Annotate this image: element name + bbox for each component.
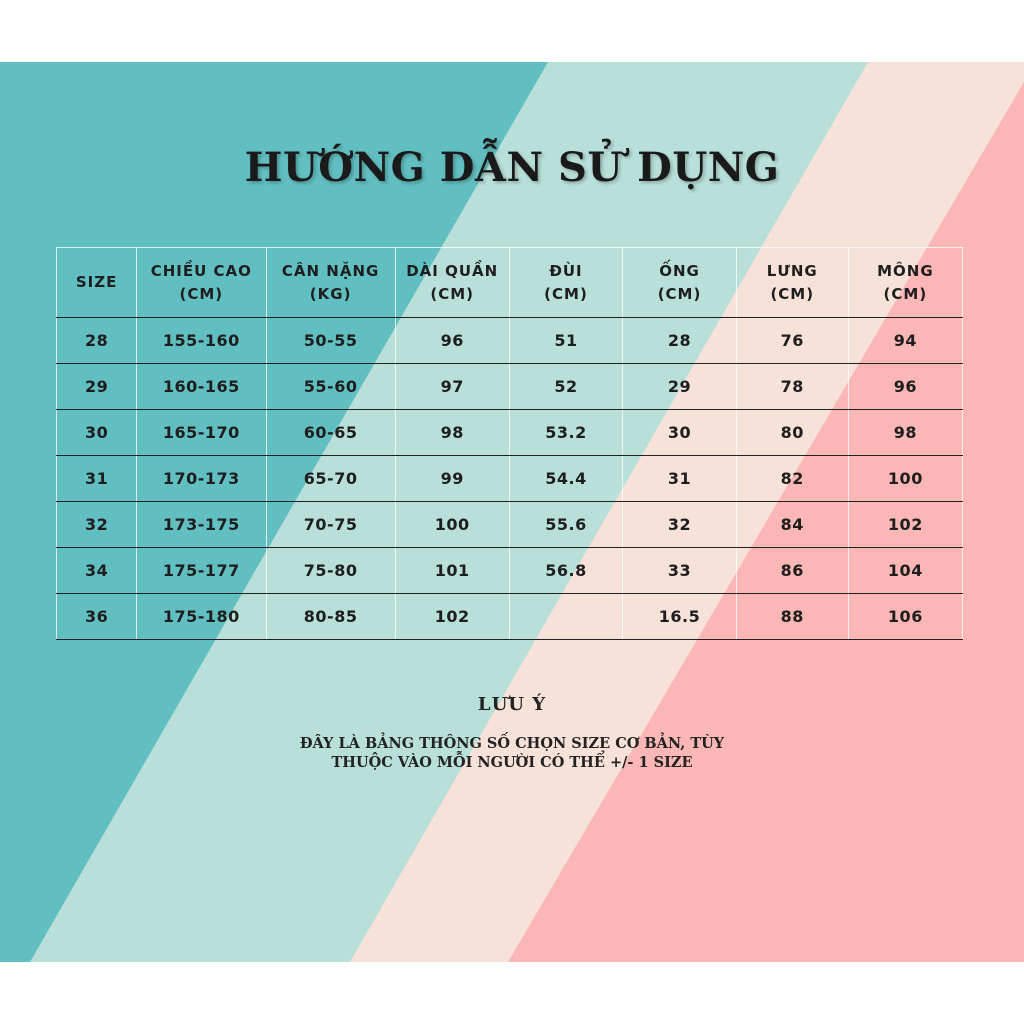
table-row	[57, 456, 963, 502]
cell-hip: 96	[848, 364, 962, 410]
cell-weight: 50-55	[266, 318, 395, 364]
cell-waist: 76	[736, 318, 848, 364]
cell-leg-opening: 30	[623, 410, 737, 456]
cell-height: 175-180	[137, 594, 266, 640]
header-waist: LƯNG (CM)	[736, 248, 848, 318]
cell-size: 28	[57, 318, 137, 364]
cell-leg-opening: 28	[623, 318, 737, 364]
cell-thigh	[509, 594, 623, 640]
size-guide-banner	[0, 62, 1024, 962]
size-table	[56, 247, 963, 640]
cell-size: 31	[57, 456, 137, 502]
cell-pants-length: 98	[395, 410, 509, 456]
cell-pants-length: 102	[395, 594, 509, 640]
header-height: CHIỀU CAO (CM)	[137, 248, 266, 318]
cell-size: 34	[57, 548, 137, 594]
cell-waist: 78	[736, 364, 848, 410]
cell-height: 170-173	[137, 456, 266, 502]
cell-pants-length: 97	[395, 364, 509, 410]
cell-pants-length: 101	[395, 548, 509, 594]
header-pants-length: DÀI QUẦN (CM)	[395, 248, 509, 318]
cell-pants-length: 99	[395, 456, 509, 502]
page-title: HƯỚNG DẪN SỬ DỤNG	[244, 144, 780, 191]
table-row	[57, 548, 963, 594]
header-leg-opening: ỐNG (CM)	[623, 248, 737, 318]
note-title: LƯU Ý	[477, 694, 547, 715]
table-row	[57, 410, 963, 456]
cell-waist: 80	[736, 410, 848, 456]
cell-weight: 75-80	[266, 548, 395, 594]
cell-size: 36	[57, 594, 137, 640]
cell-pants-length: 100	[395, 502, 509, 548]
table-header-row	[57, 248, 963, 318]
cell-weight: 65-70	[266, 456, 395, 502]
cell-hip: 102	[848, 502, 962, 548]
cell-thigh: 52	[509, 364, 623, 410]
cell-size: 29	[57, 364, 137, 410]
cell-height: 155-160	[137, 318, 266, 364]
cell-weight: 55-60	[266, 364, 395, 410]
table-row	[57, 594, 963, 640]
cell-hip: 98	[848, 410, 962, 456]
cell-size: 32	[57, 502, 137, 548]
cell-waist: 82	[736, 456, 848, 502]
table-row	[57, 318, 963, 364]
cell-waist: 84	[736, 502, 848, 548]
cell-thigh: 55.6	[509, 502, 623, 548]
header-weight: CÂN NẶNG (KG)	[266, 248, 395, 318]
cell-leg-opening: 32	[623, 502, 737, 548]
table-row	[57, 364, 963, 410]
cell-thigh: 56.8	[509, 548, 623, 594]
cell-thigh: 53.2	[509, 410, 623, 456]
header-size: SIZE	[57, 248, 137, 318]
note-line-2: THUỘC VÀO MỖI NGƯỜI CÓ THỂ +/- 1 SIZE	[331, 754, 693, 771]
cell-hip: 94	[848, 318, 962, 364]
cell-weight: 80-85	[266, 594, 395, 640]
cell-hip: 104	[848, 548, 962, 594]
cell-waist: 88	[736, 594, 848, 640]
cell-leg-opening: 29	[623, 364, 737, 410]
cell-waist: 86	[736, 548, 848, 594]
cell-weight: 60-65	[266, 410, 395, 456]
cell-hip: 106	[848, 594, 962, 640]
header-hip: MÔNG (CM)	[848, 248, 962, 318]
cell-thigh: 51	[509, 318, 623, 364]
cell-leg-opening: 33	[623, 548, 737, 594]
note-text	[262, 734, 762, 772]
cell-leg-opening: 16.5	[623, 594, 737, 640]
cell-size: 30	[57, 410, 137, 456]
cell-height: 175-177	[137, 548, 266, 594]
table-row	[57, 502, 963, 548]
cell-height: 165-170	[137, 410, 266, 456]
cell-height: 173-175	[137, 502, 266, 548]
cell-pants-length: 96	[395, 318, 509, 364]
cell-leg-opening: 31	[623, 456, 737, 502]
cell-thigh: 54.4	[509, 456, 623, 502]
cell-height: 160-165	[137, 364, 266, 410]
note-line-1: ĐÂY LÀ BẢNG THÔNG SỐ CHỌN SIZE CƠ BẢN, TÙY	[299, 735, 725, 752]
cell-weight: 70-75	[266, 502, 395, 548]
cell-hip: 100	[848, 456, 962, 502]
header-thigh: ĐÙI (CM)	[509, 248, 623, 318]
